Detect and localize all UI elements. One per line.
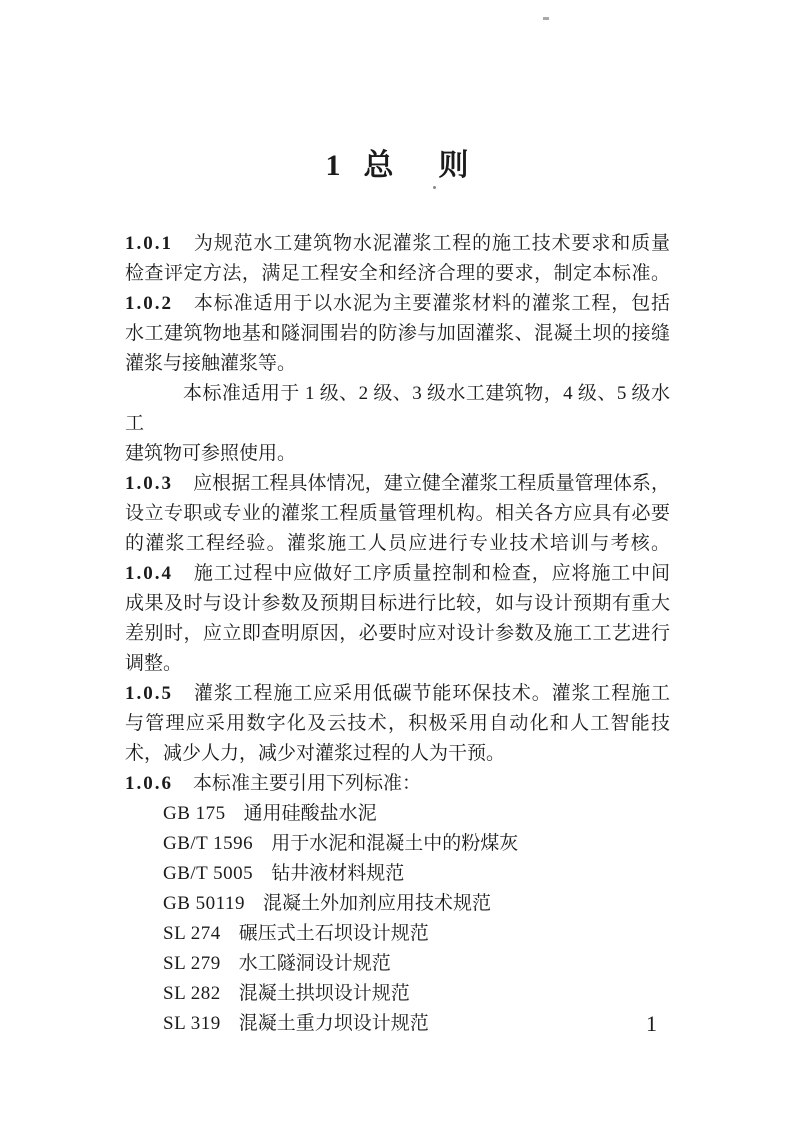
chapter-number: 1 bbox=[325, 149, 342, 182]
clause-text: 为规范水工建筑物水泥灌浆工程的施工技术要求和质量 bbox=[193, 233, 670, 254]
clause-text: 灌浆工程施工应采用低碳节能环保技术。灌浆工程施工 bbox=[193, 683, 670, 704]
clause-line: 调整。 bbox=[125, 653, 183, 674]
standard-name: 水工隧洞设计规范 bbox=[238, 953, 391, 974]
clause-number: 1.0.1 bbox=[125, 233, 173, 254]
standard-name: 钻井液材料规范 bbox=[271, 863, 405, 884]
standard-code: SL 279 bbox=[163, 953, 221, 974]
scan-artifact bbox=[543, 17, 549, 20]
clause-line: 差别时，应立即查明原因，必要时应对设计参数及施工工艺进行 bbox=[125, 623, 670, 644]
clause-line: 灌浆与接触灌浆等。 bbox=[125, 353, 297, 374]
document-body bbox=[125, 229, 670, 1039]
standard-code: SL 282 bbox=[163, 983, 221, 1004]
clause-text: 本标准主要引用下列标准： bbox=[193, 773, 422, 794]
clause-text: 施工过程中应做好工序质量控制和检查，应将施工中间 bbox=[193, 563, 670, 584]
clause-line: 与管理应采用数字化及云技术，积极采用自动化和人工智能技 bbox=[125, 713, 670, 734]
referenced-standard bbox=[125, 829, 670, 859]
standard-name: 混凝土外加剂应用技术规范 bbox=[262, 893, 491, 914]
clause-line bbox=[125, 229, 670, 259]
clause-line bbox=[125, 559, 670, 589]
clause-line: 检查评定方法，满足工程安全和经济合理的要求，制定本标准。 bbox=[125, 263, 670, 284]
referenced-standard bbox=[125, 889, 670, 919]
standard-name: 用于水泥和混凝土中的粉煤灰 bbox=[271, 833, 519, 854]
standard-code: SL 319 bbox=[163, 1013, 221, 1034]
clause-line bbox=[125, 469, 670, 499]
clause-line bbox=[125, 289, 670, 319]
clause-line: 设立专职或专业的灌浆工程质量管理机构。相关各方应具有必要 bbox=[125, 503, 670, 524]
clause-line: 的灌浆工程经验。灌浆施工人员应进行专业技术培训与考核。 bbox=[125, 533, 670, 554]
referenced-standard bbox=[125, 799, 670, 829]
paragraph-line: 本标准适用于 1 级、2 级、3 级水工建筑物，4 级、5 级水工 bbox=[125, 383, 670, 434]
clause-line: 成果及时与设计参数及预期目标进行比较，如与设计预期有重大 bbox=[125, 593, 670, 614]
clause-line bbox=[125, 769, 670, 799]
clause-number: 1.0.6 bbox=[125, 773, 173, 794]
standard-code: SL 274 bbox=[163, 923, 221, 944]
standard-code: GB/T 1596 bbox=[163, 833, 254, 854]
referenced-standard bbox=[125, 1009, 670, 1039]
clause-number: 1.0.5 bbox=[125, 683, 173, 704]
clause-number: 1.0.2 bbox=[125, 293, 173, 314]
referenced-standard bbox=[125, 919, 670, 949]
standard-code: GB 50119 bbox=[163, 893, 245, 914]
clause-line: 水工建筑物地基和隧洞围岩的防渗与加固灌浆、混凝土坝的接缝 bbox=[125, 323, 670, 344]
clause-text: 本标准适用于以水泥为主要灌浆材料的灌浆工程，包括 bbox=[193, 293, 670, 314]
standard-name: 碾压式土石坝设计规范 bbox=[238, 923, 429, 944]
standard-code: GB/T 5005 bbox=[163, 863, 254, 884]
chapter-title bbox=[125, 148, 670, 184]
scan-artifact bbox=[433, 186, 436, 189]
referenced-standard bbox=[125, 979, 670, 1009]
clause-number: 1.0.4 bbox=[125, 563, 173, 584]
referenced-standard bbox=[125, 859, 670, 889]
standard-name: 通用硅酸盐水泥 bbox=[243, 803, 377, 824]
clause-line bbox=[125, 679, 670, 709]
clause-line: 术，减少人力，减少对灌浆过程的人为干预。 bbox=[125, 743, 506, 764]
chapter-title-word-1: 总 bbox=[363, 149, 395, 182]
referenced-standard bbox=[125, 949, 670, 979]
clause-number: 1.0.3 bbox=[125, 473, 173, 494]
standard-code: GB 175 bbox=[163, 803, 226, 824]
paragraph-line: 建筑物可参照使用。 bbox=[125, 443, 297, 464]
standard-name: 混凝土拱坝设计规范 bbox=[238, 983, 410, 1004]
standard-name: 混凝土重力坝设计规范 bbox=[238, 1013, 429, 1034]
chapter-title-word-2: 则 bbox=[438, 149, 470, 182]
clause-text: 应根据工程具体情况，建立健全灌浆工程质量管理体系， bbox=[193, 473, 670, 494]
page-number: 1 bbox=[646, 1011, 657, 1036]
